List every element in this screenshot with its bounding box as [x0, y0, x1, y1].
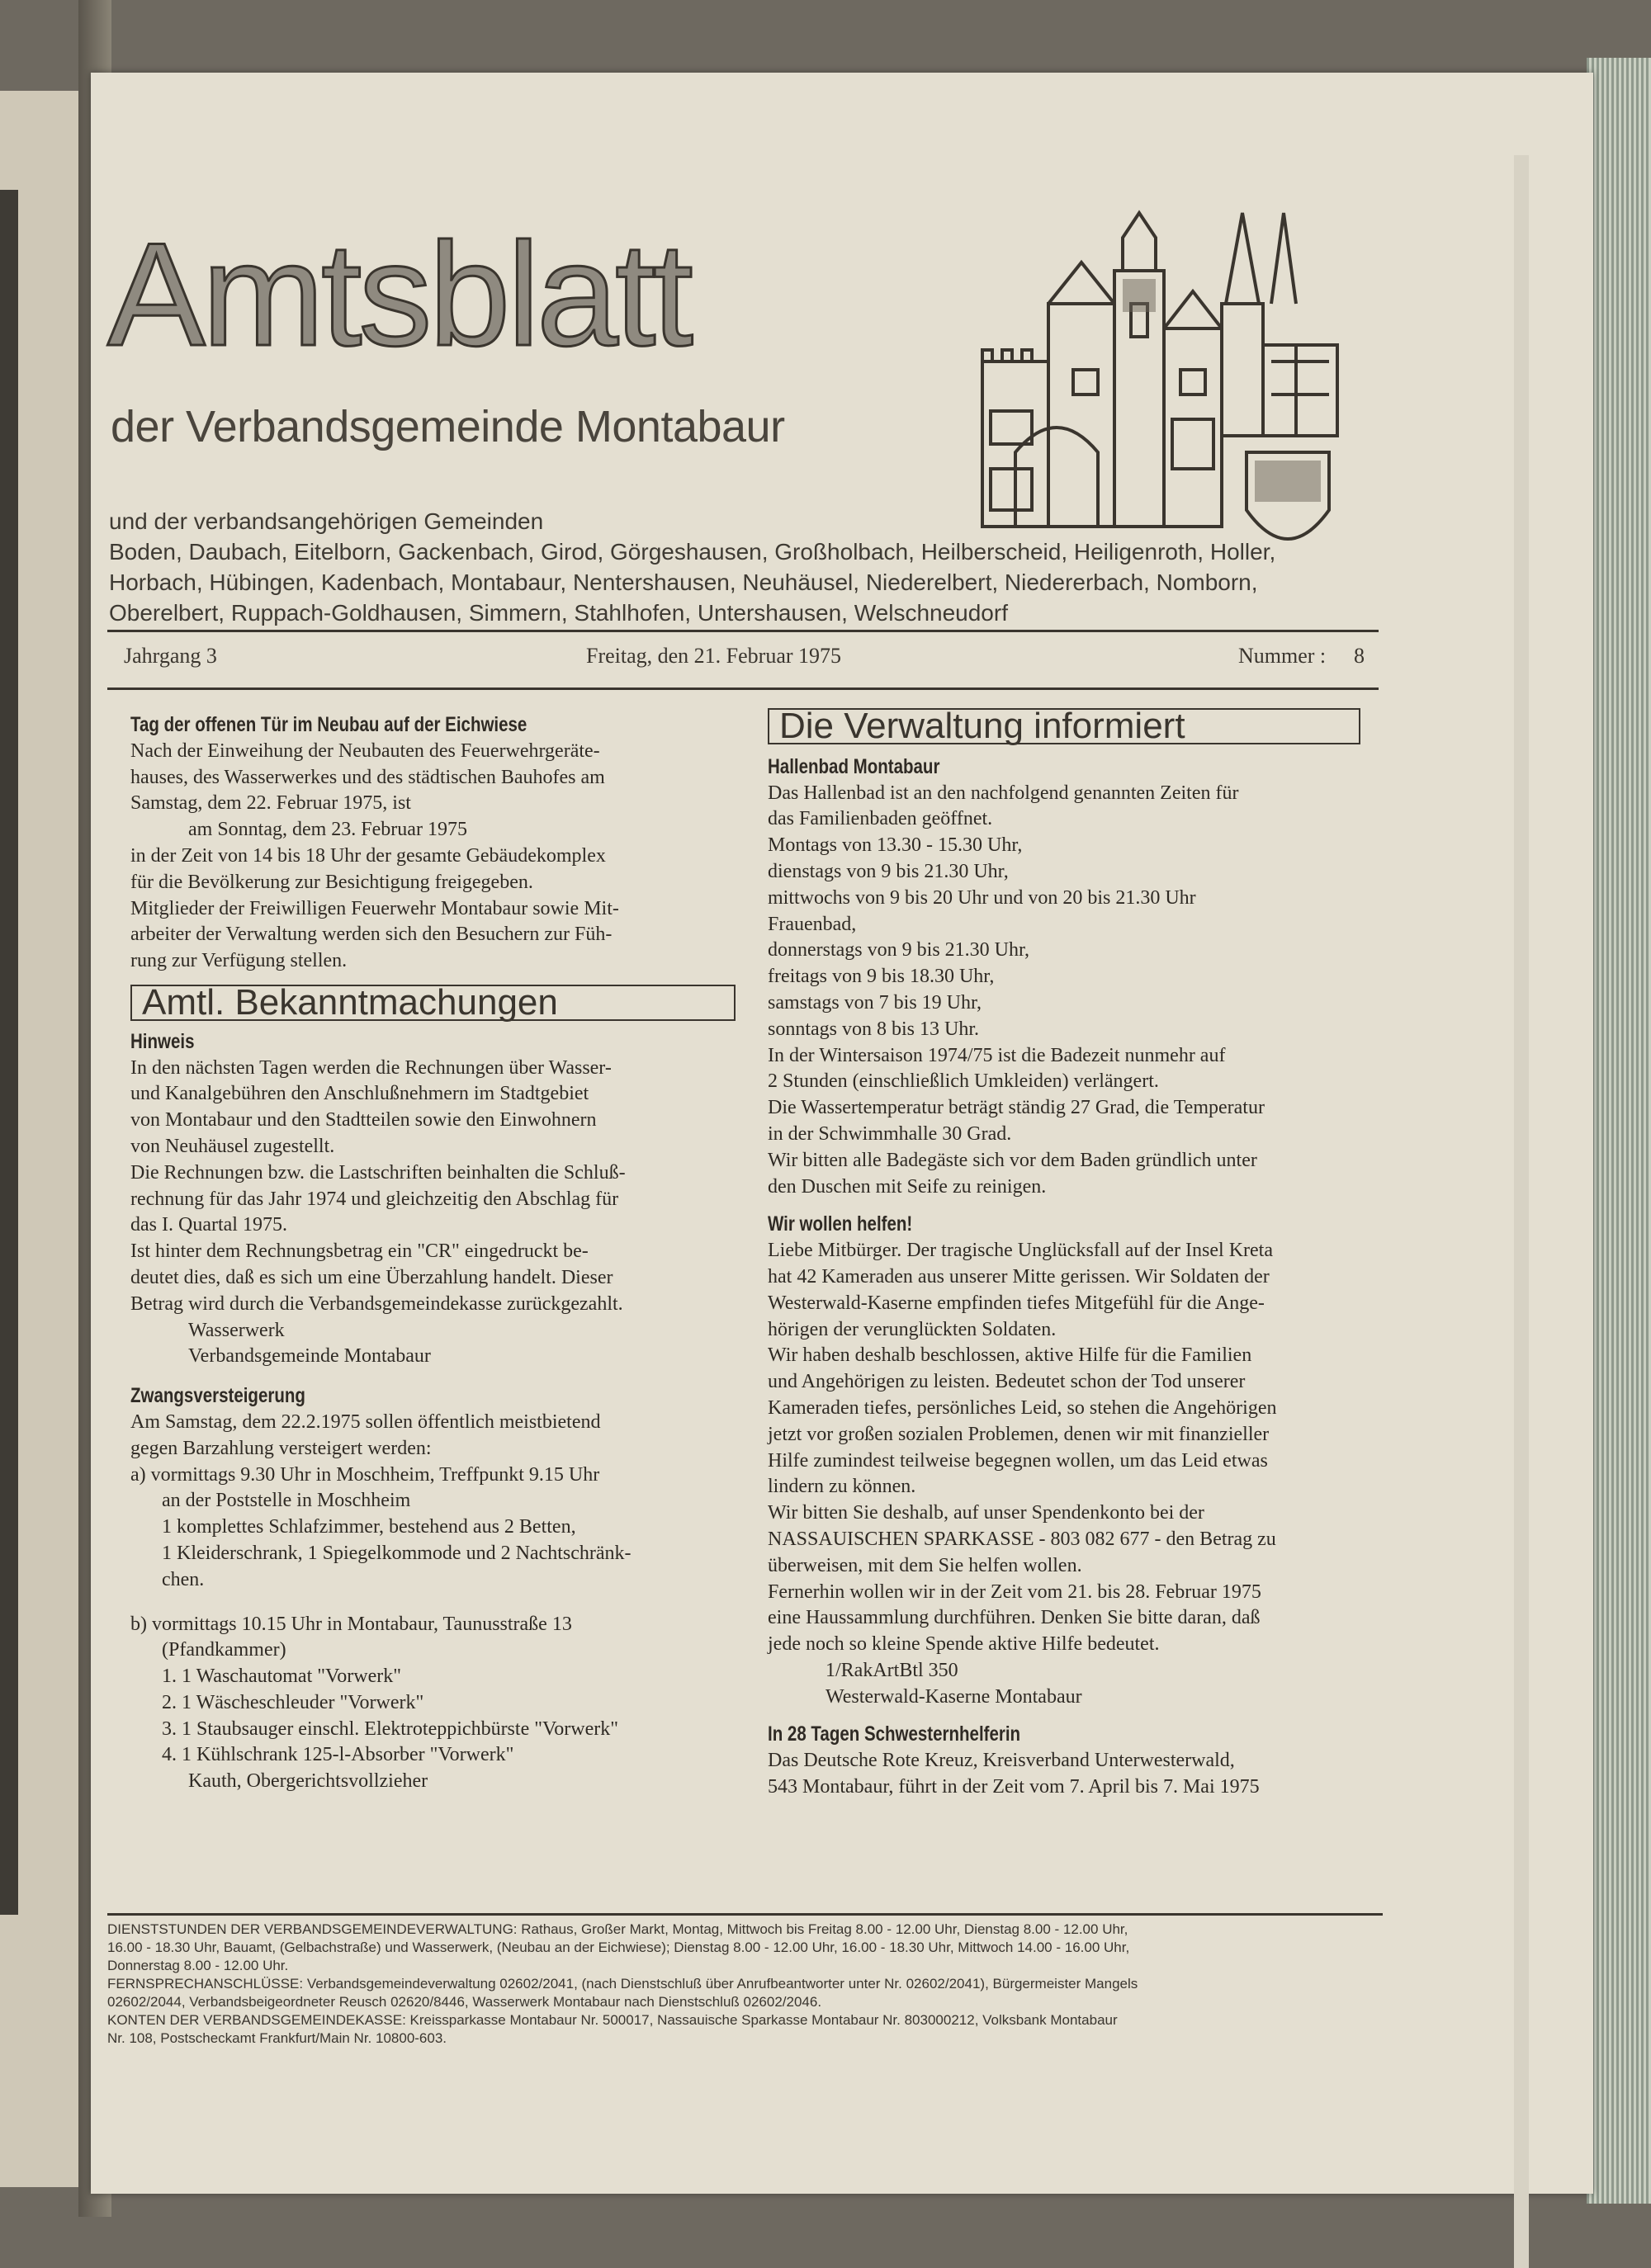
text-line: Nach der Einweihung der Neubauten des Feuerwehrgeräte- [130, 739, 600, 762]
text-line: hauses, des Wasserwerkes und des städtischen Bauhofes am [130, 766, 605, 788]
text-line: arbeiter der Verwaltung werden sich den Besuchern zur Füh- [130, 924, 613, 946]
members-line: Boden, Daubach, Eitelborn, Gackenbach, Girod, Görgeshausen, Großholbach, Heilberscheid, Heiligenroth, Holler, [109, 539, 1276, 565]
text-line: und Angehörigen zu leisten. Bedeutet schon der Tod unserer [768, 1371, 1246, 1393]
text-line: freitags von 9 bis 18.30 Uhr, [768, 966, 995, 988]
text-line: Ist hinter dem Rechnungsbetrag ein "CR" eingedruckt be- [130, 1240, 589, 1263]
signature-line: 1/RakArtBtl 350 [826, 1659, 958, 1681]
text-line: 2 Stunden (einschließlich Umkleiden) verlängert. [768, 1070, 1159, 1093]
article-heading: In 28 Tagen Schwesternhelferin [768, 1722, 1021, 1746]
text-line: von Montabaur und den Stadtteilen sowie den Einwohnern [130, 1109, 597, 1132]
text-line: (Pfandkammer) [162, 1639, 286, 1661]
issue-date: Freitag, den 21. Februar 1975 [586, 644, 842, 668]
article-heading: Wir wollen helfen! [768, 1212, 913, 1236]
member-municipalities [109, 506, 1397, 628]
text-line: In den nächsten Tagen werden die Rechnungen über Wasser- [130, 1056, 612, 1079]
text-line: eine Haussammlung durchführen. Denken Sie bitte daran, daß [768, 1607, 1261, 1629]
text-line: rechnung für das Jahr 1974 und gleichzeitig den Abschlag für [130, 1188, 619, 1210]
article-heading: Tag der offenen Tür im Neubau auf der Eichwiese [130, 713, 527, 736]
text-line: rung zur Verfügung stellen. [130, 950, 348, 972]
text-line: Frauenbad, [768, 913, 857, 935]
signature-line: Kauth, Obergerichtsvollzieher [188, 1770, 428, 1793]
text-line: in der Schwimmhalle 30 Grad. [768, 1122, 1012, 1145]
text-line: von Neuhäusel zugestellt. [130, 1135, 335, 1157]
list-item: 2. 1 Wäscheschleuder "Vorwerk" [162, 1691, 424, 1713]
masthead-title: Amtsblatt [107, 212, 690, 376]
text-line: 1 Kleiderschrank, 1 Spiegelkommode und 2 Nachtschränk- [162, 1542, 632, 1564]
text-line: deutet dies, daß es sich um eine Überzahlung handelt. Dieser [130, 1266, 613, 1288]
signature-line: Wasserwerk [188, 1319, 285, 1341]
members-line: Horbach, Hübingen, Kadenbach, Montabaur, Nentershausen, Neuhäusel, Niederelbert, Niedererbach, Nomborn, [109, 569, 1258, 595]
left-column [130, 712, 745, 1795]
list-item: 3. 1 Staubsauger einschl. Elektroteppichbürste "Vorwerk" [162, 1718, 619, 1740]
members-intro: und der verbandsangehörigen Gemeinden [109, 508, 544, 534]
text-line: hat 42 Kameraden aus unserer Mitte gerissen. Wir Soldaten der [768, 1265, 1270, 1288]
text-line: a) vormittags 9.30 Uhr in Moschheim, Treffpunkt 9.15 Uhr [130, 1463, 600, 1486]
newspaper-page [91, 73, 1593, 2194]
footer-line: KONTEN DER VERBANDSGEMEINDEKASSE: Kreissparkasse Montabaur Nr. 500017, Nassauische Sparkasse Montabaur Nr. 803000212, Volksbank Montabaur [107, 2012, 1118, 2028]
text-line: den Duschen mit Seife zu reinigen. [768, 1175, 1047, 1198]
text-line: In der Wintersaison 1974/75 ist die Badezeit nunmehr auf [768, 1044, 1226, 1066]
text-line: 1 komplettes Schlafzimmer, bestehend aus 2 Betten, [162, 1516, 576, 1538]
previous-page-photo-edge [0, 190, 18, 1915]
page-stack-edge [1587, 58, 1651, 2204]
text-line: für die Bevölkerung zur Besichtigung freigegeben. [130, 871, 533, 893]
text-line: Kameraden tiefes, persönliches Leid, so stehen die Angehörigen [768, 1396, 1277, 1419]
text-line: Samstag, dem 22. Februar 1975, ist [130, 792, 411, 815]
text-line: Westerwald-Kaserne empfinden tiefes Mitgefühl für die Ange- [768, 1292, 1265, 1314]
signature-line: Verbandsgemeinde Montabaur [188, 1345, 431, 1368]
text-line: Montags von 13.30 - 15.30 Uhr, [768, 834, 1023, 857]
article-heading: Zwangsversteigerung [130, 1384, 305, 1408]
office-info-footer [107, 1913, 1383, 2048]
article-heading: Hallenbad Montabaur [768, 754, 940, 778]
text-line: Wir haben deshalb beschlossen, aktive Hilfe für die Familien [768, 1344, 1252, 1367]
text-line: lindern zu können. [768, 1476, 916, 1498]
list-item: 1. 1 Waschautomat "Vorwerk" [162, 1666, 402, 1688]
text-line: Fernerhin wollen wir in der Zeit vom 21. bis 28. Februar 1975 [768, 1581, 1261, 1603]
text-line: gegen Barzahlung versteigert werden: [130, 1437, 432, 1459]
text-line: Das Deutsche Rote Kreuz, Kreisverband Unterwesterwald, [768, 1750, 1235, 1772]
header-rule-bottom [107, 687, 1379, 690]
issue-number-label: Nummer : [1238, 644, 1327, 668]
text-line: Wir bitten alle Badegäste sich vor dem Baden gründlich unter [768, 1149, 1257, 1171]
footer-line: 16.00 - 18.30 Uhr, Bauamt, (Gelbachstraße) und Wasserwerk, (Neubau an der Eichwiese); Dienstag 8.00 - 12.00 Uhr, 16.00 - 18.30 Uhr, Mittwoch 14.00 - 16.00 Uhr, [107, 1940, 1130, 1955]
footer-line: Nr. 108, Postscheckamt Frankfurt/Main Nr. 10800-603. [107, 2030, 447, 2046]
text-line: Das Hallenbad ist an den nachfolgend genannten Zeiten für [768, 782, 1239, 804]
text-line: Die Wassertemperatur beträgt ständig 27 Grad, die Temperatur [768, 1097, 1265, 1119]
text-line: hörigen der verunglückten Soldaten. [768, 1318, 1057, 1340]
footer-line: FERNSPRECHANSCHLÜSSE: Verbandsgemeindeverwaltung 02602/2041, (nach Dienstschluß über Anrufbeantworter unter Nr. 02602/2041), Bürgermeister Mangels [107, 1976, 1138, 1992]
text-line: überweisen, mit dem Sie helfen wollen. [768, 1554, 1082, 1576]
text-line: Die Rechnungen bzw. die Lastschriften beinhalten die Schluß- [130, 1161, 626, 1184]
text-line: Betrag wird durch die Verbandsgemeindekasse zurückgezahlt. [130, 1292, 623, 1315]
text-line: in der Zeit von 14 bis 18 Uhr der gesamte Gebäudekomplex [130, 844, 606, 867]
text-line: und Kanalgebühren den Anschlußnehmern im Stadtgebiet [130, 1083, 589, 1105]
issue-number: 8 [1354, 644, 1365, 668]
footer-line: Donnerstag 8.00 - 12.00 Uhr. [107, 1958, 289, 1973]
text-line: chen. [162, 1568, 205, 1590]
text-line: am Sonntag, dem 23. Februar 1975 [188, 819, 467, 841]
text-line: donnerstags von 9 bis 21.30 Uhr, [768, 939, 1030, 962]
text-line: Mitglieder der Freiwilligen Feuerwehr Montabaur sowie Mit- [130, 897, 619, 919]
signature-line: Westerwald-Kaserne Montabaur [826, 1685, 1082, 1708]
right-column [768, 708, 1370, 1801]
section-box-heading: Die Verwaltung informiert [768, 708, 1360, 744]
footer-line: 02602/2044, Verbandsbeigeordneter Reusch 02620/8446, Wasserwerk Montabaur nach Dienstschluß 02602/2046. [107, 1994, 822, 2010]
text-line: Liebe Mitbürger. Der tragische Unglücksfall auf der Insel Kreta [768, 1240, 1273, 1262]
text-line: Wir bitten Sie deshalb, auf unser Spendenkonto bei der [768, 1502, 1204, 1524]
list-item: 4. 1 Kühlschrank 125-l-Absorber "Vorwerk" [162, 1744, 514, 1766]
text-line: das Familienbaden geöffnet. [768, 808, 993, 830]
section-box-heading: Amtl. Bekanntmachungen [130, 985, 736, 1021]
text-line: Hilfe zumindest teilweise begegnen wollen, um das Leid etwas [768, 1449, 1268, 1472]
article-heading: Hinweis [130, 1029, 195, 1053]
page-shadow-edge [1514, 155, 1529, 2268]
text-line: mittwochs von 9 bis 20 Uhr und von 20 bis 21.30 Uhr [768, 886, 1196, 909]
text-line: b) vormittags 10.15 Uhr in Montabaur, Taunusstraße 13 [130, 1613, 572, 1635]
text-line: jetzt vor großen sozialen Problemen, denen wir mit finanzieller [768, 1423, 1270, 1445]
text-line: Am Samstag, dem 22.2.1975 sollen öffentlich meistbietend [130, 1410, 601, 1433]
volume-label: Jahrgang 3 [124, 644, 217, 668]
text-line: das I. Quartal 1975. [130, 1214, 287, 1236]
text-line: dienstags von 9 bis 21.30 Uhr, [768, 860, 1009, 882]
footer-line: DIENSTSTUNDEN DER VERBANDSGEMEINDEVERWALTUNG: Rathaus, Großer Markt, Montag, Mittwoch bis Freitag 8.00 - 12.00 Uhr, Dienstag 8.00 - 12.00 Uhr, [107, 1921, 1128, 1937]
text-line: NASSAUISCHEN SPARKASSE - 803 082 677 - den Betrag zu [768, 1528, 1276, 1550]
text-line: 543 Montabaur, führt in der Zeit vom 7. April bis 7. Mai 1975 [768, 1776, 1260, 1798]
header-rule-top [107, 630, 1379, 632]
text-line: an der Poststelle in Moschheim [162, 1490, 411, 1512]
text-line: jede noch so kleine Spende aktive Hilfe bedeutet. [768, 1633, 1160, 1656]
members-line: Oberelbert, Ruppach-Goldhausen, Simmern, Stahlhofen, Untershausen, Welschneudorf [109, 600, 1008, 626]
masthead-subtitle: der Verbandsgemeinde Montabaur [111, 402, 785, 451]
text-line: samstags von 7 bis 19 Uhr, [768, 991, 982, 1014]
text-line: sonntags von 8 bis 13 Uhr. [768, 1018, 980, 1040]
